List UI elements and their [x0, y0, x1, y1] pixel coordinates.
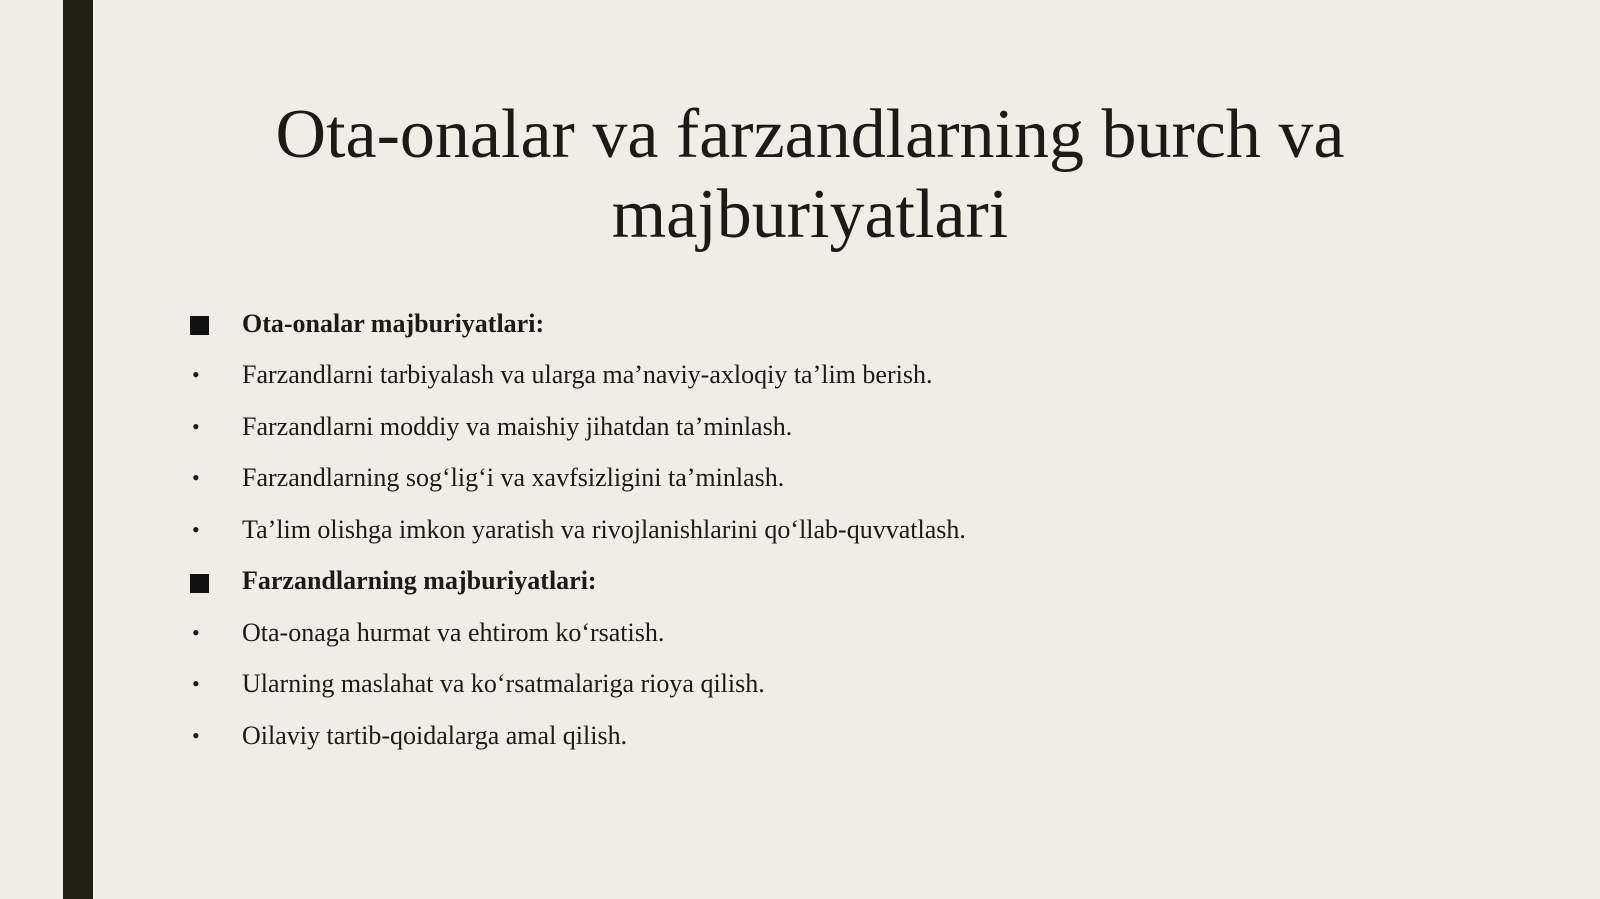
list-item-text: Farzandlarni moddiy va maishiy jihatdan ta’minlash. [242, 411, 793, 441]
list-item [190, 607, 1390, 659]
square-bullet-icon [190, 570, 220, 593]
list-item-text: Ota-onalar majburiyatlari: [242, 308, 545, 338]
dot-bullet-icon: • [192, 413, 200, 439]
square-bullet-icon [190, 312, 220, 335]
dot-bullet-icon: • [192, 619, 200, 645]
list-item [190, 659, 1390, 711]
list-heading-children [190, 556, 1390, 608]
dot-bullet-icon: • [192, 722, 200, 748]
list-item-text: Ota-onaga hurmat va ehtirom ko‘rsatish. [242, 617, 665, 647]
list-item [190, 504, 1390, 556]
list-item-text: Ta’lim olishga imkon yaratish va rivojlanishlarini qo‘llab-quvvatlash. [242, 514, 966, 544]
list-item-text: Farzandlarning majburiyatlari: [242, 566, 597, 596]
dot-bullet-icon: • [192, 671, 200, 697]
list-item-text: Farzandlarni tarbiyalash va ularga ma’naviy-axloqiy ta’lim berish. [242, 360, 933, 390]
list-item-text: Oilaviy tartib-qoidalarga amal qilish. [242, 720, 628, 750]
list-item [190, 401, 1390, 453]
list-item [190, 710, 1390, 762]
dot-bullet-icon: • [192, 516, 200, 542]
content-list [190, 298, 1390, 762]
list-item [190, 350, 1390, 402]
dot-bullet-icon: • [192, 362, 200, 388]
slide-title: Ota-onalar va farzandlarning burch va majburiyatlari [275, 96, 1345, 253]
dot-bullet-icon: • [192, 465, 200, 491]
list-item [190, 453, 1390, 505]
list-item-text: Farzandlarning sog‘lig‘i va xavfsizligini ta’minlash. [242, 463, 785, 493]
list-heading-parents [190, 298, 1390, 350]
accent-bar [63, 0, 93, 899]
list-item-text: Ularning maslahat va ko‘rsatmalariga rioya qilish. [242, 669, 765, 699]
